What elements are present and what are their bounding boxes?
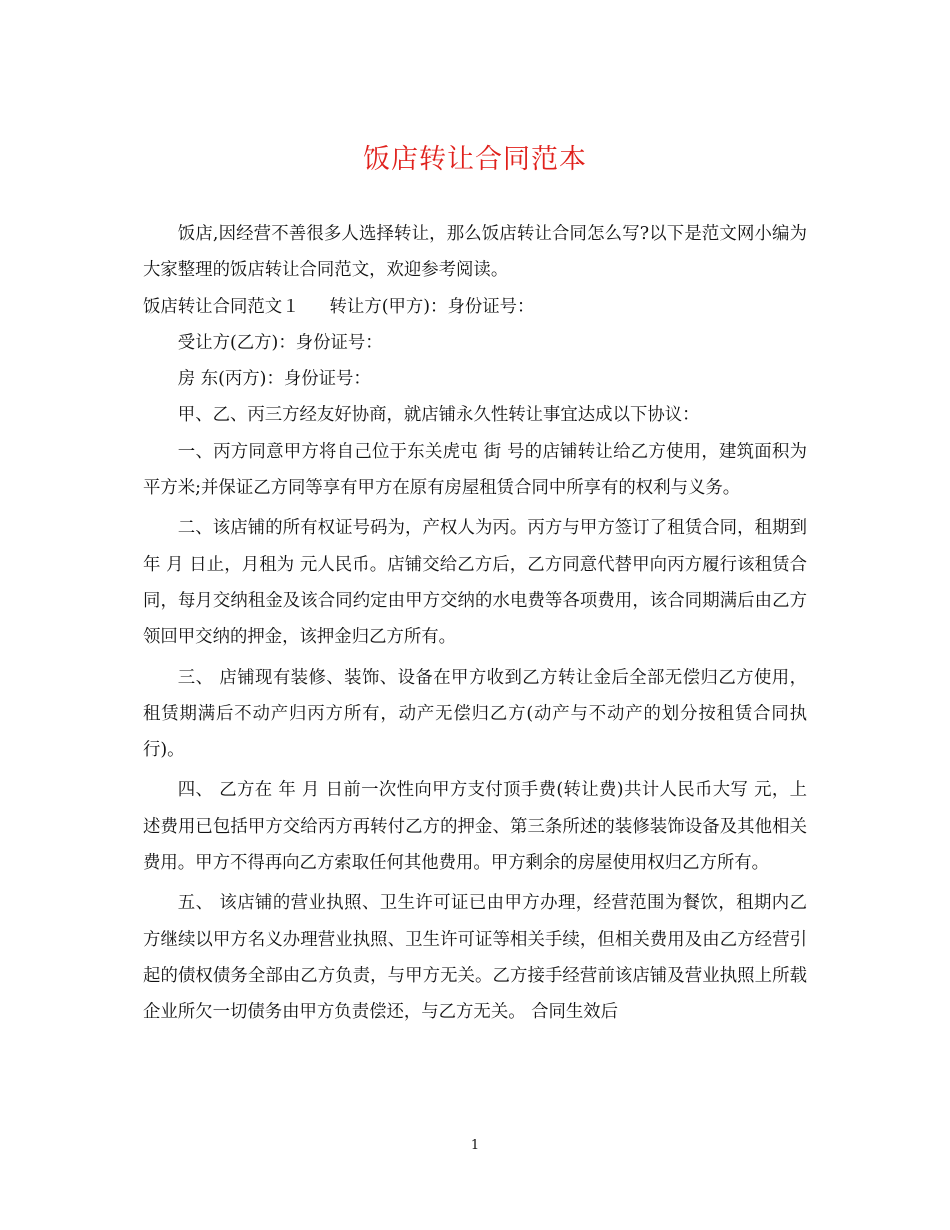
clause-4: 四、 乙方在 年 月 日前一次性向甲方支付顶手费(转让费)共计人民币大写 元，上述费用已包括甲方交给丙方再转付乙方的押金、第三条所述的装修装饰设备及其他相关费用。甲方不得再向乙方索取任何其他费用。甲方剩余的房屋使用权归乙方所有。 xyxy=(143,780,807,874)
document-title: 饭店转让合同范本 xyxy=(363,144,587,175)
document-body xyxy=(143,216,807,1031)
clause-2: 二、该店铺的所有权证号码为，产权人为丙。丙方与甲方签订了租赁合同，租期到 年 月 日止，月租为 元人民币。店铺交给乙方后，乙方同意代替甲向丙方履行该租赁合同，每月交纳租金及该合同约定由甲方交纳的水电费等各项费用，该合同期满后由乙方领回甲交纳的押金，该押金归乙方所有。 xyxy=(143,518,807,648)
clause-3: 三、 店铺现有装修、装饰、设备在甲方收到乙方转让金后全部无偿归乙方使用，租赁期满后不动产归丙方所有，动产无偿归乙方(动产与不动产的划分按租赁合同执行)。 xyxy=(143,667,807,761)
section-heading: 饭店转让合同范文１ xyxy=(143,296,300,317)
page-number: 1 xyxy=(470,1138,480,1153)
agreement-paragraph: 甲、乙、丙三方经友好协商，就店铺永久性转让事宜达成以下协议： xyxy=(177,405,700,426)
party-a-line: 转让方(甲方)：身份证号： xyxy=(329,296,535,317)
clause-5: 五、 该店铺的营业执照、卫生许可证已由甲方办理，经营范围为餐饮，租期内乙方继续以甲方名义办理营业执照、卫生许可证等相关手续，但相关费用及由乙方经营引起的债权债务全部由乙方负责，与甲方无关。乙方接手经营前该店铺及营业执照上所载企业所欠一切债务由甲方负责偿还，与乙方无关。 合同生效后 xyxy=(143,893,807,1023)
section-line xyxy=(143,289,807,325)
intro-paragraph: 饭店,因经营不善很多人选择转让，那么饭店转让合同怎么写?以下是范文网小编为大家整理的饭店转让合同范文，欢迎参考阅读。 xyxy=(143,224,807,281)
clause-1: 一、丙方同意甲方将自己位于东关虎屯 街 号的店铺转让给乙方使用，建筑面积为 平方米;并保证乙方同等享有甲方在原有房屋租赁合同中所享有的权利与义务。 xyxy=(143,441,807,499)
party-b-line: 受让方(乙方)：身份证号： xyxy=(177,332,383,353)
party-c-line: 房 东(丙方)：身份证号： xyxy=(177,369,371,390)
